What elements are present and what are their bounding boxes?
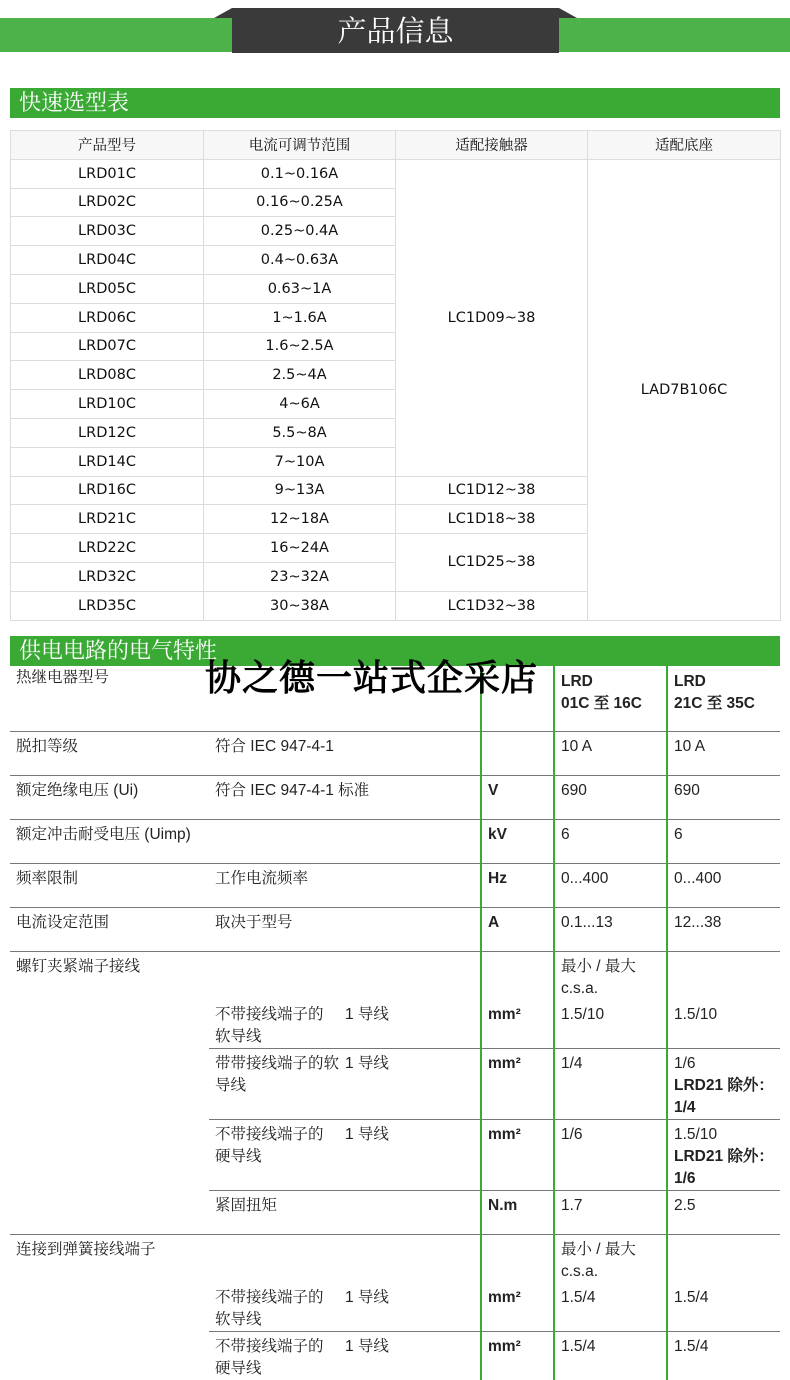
spec-empty [667, 1234, 780, 1283]
range-cell: 0.25~0.4A [204, 217, 396, 246]
spec-value-col2: 1/6 [674, 1054, 696, 1072]
spec-empty [667, 951, 780, 1000]
section-title-quick-select: 快速选型表 [10, 88, 780, 118]
spec-sub-cond: 1 导线 [345, 1125, 389, 1143]
spec-sub-desc: 不带接线端子的 软导线 [215, 1288, 324, 1328]
spec-unit: kV [481, 819, 554, 863]
spec-value-col1: 1.5/4 [554, 1283, 667, 1332]
spec-unit: A [481, 907, 554, 951]
range-cell: 0.16~0.25A [204, 188, 396, 217]
model-cell: LRD08C [11, 361, 204, 390]
range-cell: 1~1.6A [204, 303, 396, 332]
header-contactor: 适配接触器 [396, 131, 588, 160]
model-cell: LRD03C [11, 217, 204, 246]
contactor-cell: LC1D12~38 [396, 476, 588, 505]
spec-desc: 取决于型号 [209, 907, 481, 951]
spec-value-col1: 1/6 [554, 1119, 667, 1190]
spec-empty [10, 1190, 209, 1234]
spec-sub-cond: 1 导线 [345, 1054, 389, 1072]
spec-empty [10, 1000, 209, 1049]
spec-label: 频率限制 [10, 863, 209, 907]
spec-group-row-spring [10, 1234, 780, 1283]
spec-empty [10, 1283, 209, 1332]
table-row [11, 159, 781, 188]
spec-header-col2: LRD 21C 至 35C [667, 663, 780, 731]
model-cell: LRD04C [11, 246, 204, 275]
model-cell: LRD10C [11, 390, 204, 419]
spec-value-col1: 0...400 [554, 863, 667, 907]
spec-value-col2: 12...38 [667, 907, 780, 951]
spec-value-col2: 1.5/4 [667, 1331, 780, 1380]
spec-sub-row [10, 1119, 780, 1190]
spec-row [10, 907, 780, 951]
spec-value-col1: 0.1...13 [554, 907, 667, 951]
spec-unit: mm² [481, 1331, 554, 1380]
spec-empty [10, 1119, 209, 1190]
spec-sub-cond: 1 导线 [345, 1005, 389, 1023]
range-cell: 5.5~8A [204, 418, 396, 447]
spec-value-col2: 1.5/4 [667, 1283, 780, 1332]
spec-label: 额定绝缘电压 (Ui) [10, 775, 209, 819]
spec-value-col1: 1/4 [554, 1048, 667, 1119]
spec-sub-desc: 带带接线端子的软 导线 [215, 1054, 340, 1094]
spec-desc: 符合 IEC 947-4-1 标准 [209, 775, 481, 819]
spec-unit: mm² [481, 1283, 554, 1332]
table-header-row [11, 131, 781, 160]
spec-unit: mm² [481, 1119, 554, 1190]
range-cell: 2.5~4A [204, 361, 396, 390]
model-cell: LRD21C [11, 505, 204, 534]
spec-empty [10, 1048, 209, 1119]
spec-value-col2: 2.5 [667, 1190, 780, 1234]
spec-sub-cond: 1 导线 [345, 1288, 389, 1306]
model-cell: LRD07C [11, 332, 204, 361]
spec-unit: N.m [481, 1190, 554, 1234]
quick-select-table [10, 130, 781, 621]
model-cell: LRD22C [11, 534, 204, 563]
range-cell: 0.1~0.16A [204, 159, 396, 188]
range-cell: 0.4~0.63A [204, 246, 396, 275]
header-model: 产品型号 [11, 131, 204, 160]
model-cell: LRD16C [11, 476, 204, 505]
spec-unit [481, 731, 554, 775]
model-cell: LRD32C [11, 562, 204, 591]
shop-watermark: 协之德一站式企采店 [205, 658, 539, 699]
spec-sub-desc: 不带接线端子的 硬导线 [215, 1337, 324, 1377]
spec-exception-note: LRD21 除外： 1/4 [674, 1076, 774, 1116]
model-cell: LRD35C [11, 591, 204, 620]
range-cell: 0.63~1A [204, 274, 396, 303]
contactor-cell: LC1D32~38 [396, 591, 588, 620]
spec-sub-cond: 1 导线 [345, 1337, 389, 1355]
spec-group-label: 连接到弹簧接线端子 [16, 1240, 156, 1258]
spec-sub-row [10, 1283, 780, 1332]
range-cell: 12~18A [204, 505, 396, 534]
spec-minmax: 最小 / 最大 c.s.a. [554, 1234, 667, 1283]
range-cell: 23~32A [204, 562, 396, 591]
spec-value-col1: 1.5/10 [554, 1000, 667, 1049]
spec-header-col1: LRD 01C 至 16C [554, 663, 667, 731]
spec-value-col2: 1.5/10 [667, 1000, 780, 1049]
model-cell: LRD05C [11, 274, 204, 303]
range-cell: 4~6A [204, 390, 396, 419]
spec-value-col1: 10 A [554, 731, 667, 775]
spec-sub-desc: 紧固扭矩 [209, 1190, 481, 1234]
base-cell: LAD7B106C [588, 159, 781, 620]
spec-unit: mm² [481, 1048, 554, 1119]
spec-unit [481, 1234, 554, 1283]
spec-value-col1: 1.5/4 [554, 1331, 667, 1380]
spec-unit: mm² [481, 1000, 554, 1049]
spec-sub-row [10, 1331, 780, 1380]
spec-value-col2: 10 A [667, 731, 780, 775]
spec-unit [481, 951, 554, 1000]
model-cell: LRD06C [11, 303, 204, 332]
spec-header-label: 热继电器型号 [10, 663, 209, 731]
spec-group-row-screw [10, 951, 780, 1000]
spec-empty [209, 951, 481, 1000]
spec-value-col2: 1.5/10 [674, 1125, 718, 1143]
spec-value-col1: 1.7 [554, 1190, 667, 1234]
contactor-cell: LC1D18~38 [396, 505, 588, 534]
spec-empty [209, 1234, 481, 1283]
range-cell: 1.6~2.5A [204, 332, 396, 361]
header-base: 适配底座 [588, 131, 781, 160]
spec-sub-desc: 不带接线端子的 软导线 [215, 1005, 324, 1045]
spec-minmax: 最小 / 最大 c.s.a. [554, 951, 667, 1000]
spec-label: 额定冲击耐受电压 (Uimp) [10, 819, 481, 863]
model-cell: LRD02C [11, 188, 204, 217]
spec-value-col1: 690 [554, 775, 667, 819]
section-title-electrical: 供电电路的电气特性 [10, 636, 780, 666]
spec-value-col1: 6 [554, 819, 667, 863]
range-cell: 16~24A [204, 534, 396, 563]
spec-row [10, 863, 780, 907]
model-cell: LRD01C [11, 159, 204, 188]
spec-empty [10, 1331, 209, 1380]
contactor-cell: LC1D25~38 [396, 534, 588, 592]
spec-desc: 符合 IEC 947-4-1 [209, 731, 481, 775]
spec-sub-desc: 不带接线端子的 硬导线 [215, 1125, 324, 1165]
spec-label: 脱扣等级 [10, 731, 209, 775]
spec-value-col2: 690 [667, 775, 780, 819]
page-title: 产品信息 [232, 8, 559, 53]
electrical-spec-table [10, 663, 780, 1380]
spec-exception-note: LRD21 除外： 1/6 [674, 1147, 774, 1187]
spec-row [10, 819, 780, 863]
spec-value-col2: 0...400 [667, 863, 780, 907]
range-cell: 7~10A [204, 447, 396, 476]
contactor-cell: LC1D09~38 [396, 159, 588, 476]
spec-group-label: 螺钉夹紧端子接线 [16, 957, 141, 975]
spec-desc: 工作电流频率 [209, 863, 481, 907]
range-cell: 30~38A [204, 591, 396, 620]
spec-row [10, 775, 780, 819]
spec-value-col2: 6 [667, 819, 780, 863]
header-current-range: 电流可调节范围 [204, 131, 396, 160]
spec-unit: Hz [481, 863, 554, 907]
range-cell: 9~13A [204, 476, 396, 505]
model-cell: LRD14C [11, 447, 204, 476]
spec-sub-row [10, 1048, 780, 1119]
model-cell: LRD12C [11, 418, 204, 447]
spec-row [10, 731, 780, 775]
spec-unit: V [481, 775, 554, 819]
spec-sub-row [10, 1190, 780, 1234]
spec-label: 电流设定范围 [10, 907, 209, 951]
spec-sub-row [10, 1000, 780, 1049]
